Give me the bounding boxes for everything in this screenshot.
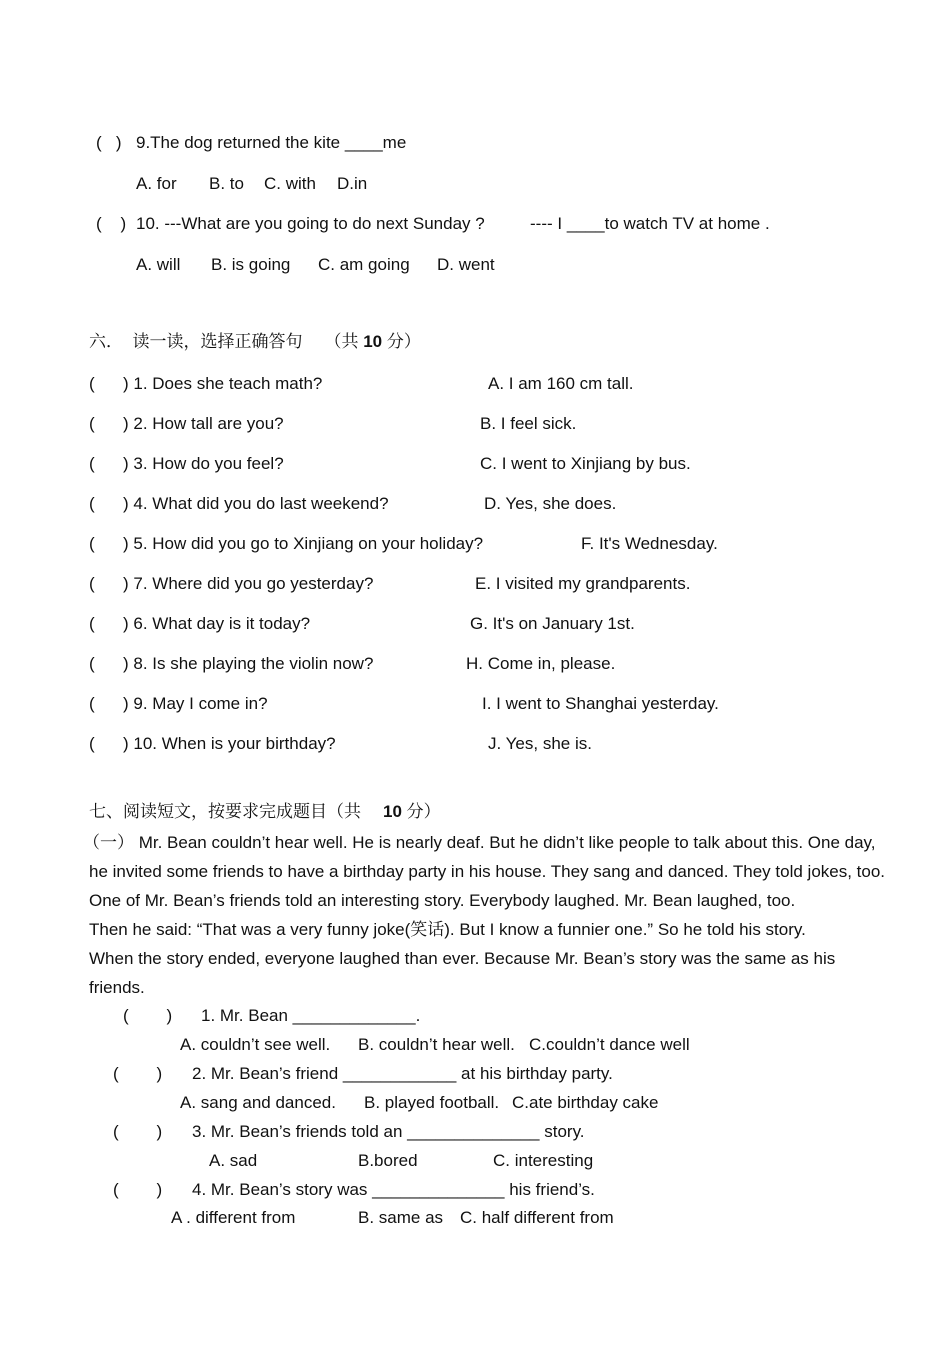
q10-option-a: A. will bbox=[136, 255, 181, 274]
sec6-row-5-answer: F. It's Wednesday. bbox=[581, 534, 718, 553]
read-q3-bracket[interactable]: ( ) bbox=[113, 1122, 163, 1141]
sec6-title bbox=[89, 332, 421, 352]
q9-option-b: B. to bbox=[209, 174, 244, 193]
read-q4-option-b: B. same as bbox=[358, 1208, 444, 1227]
read-q3-text: 3. Mr. Bean’s friends told an ______________ story. bbox=[192, 1122, 585, 1141]
sec7-title-text: 七、阅读短文，按要求完成题目（共 bbox=[89, 802, 361, 821]
read-q2-option-a: A. sang and danced. bbox=[180, 1093, 336, 1112]
sec6-row-3-question: ) 3. How do you feel? bbox=[123, 454, 284, 473]
sec6-row-3-answer: C. I went to Xinjiang by bus. bbox=[480, 454, 691, 473]
sec6-row-4-question: ) 4. What did you do last weekend? bbox=[123, 494, 389, 513]
sec6-row-3-bracket[interactable]: ( bbox=[89, 454, 95, 473]
passage-line-3: One of Mr. Bean’s friends told an interesting story. Everybody laughed. Mr. Bean laughed, too. bbox=[89, 891, 796, 910]
sec7-score-num: 10 bbox=[383, 802, 402, 821]
sec6-row-6-question: ) 7. Where did you go yesterday? bbox=[123, 574, 374, 593]
sec6-row-2-bracket[interactable]: ( bbox=[89, 414, 95, 433]
read-q2-bracket[interactable]: ( ) bbox=[113, 1064, 163, 1083]
passage-line-1: （一） Mr. Bean couldn’t hear well. He is nearly deaf. But he didn’t like people to talk about this. One day, bbox=[83, 833, 876, 852]
sec7-title bbox=[89, 802, 441, 822]
q9-bracket[interactable]: ( ) bbox=[96, 133, 122, 152]
read-q1-option-c: C.couldn’t dance well bbox=[529, 1035, 690, 1054]
sec6-row-10-bracket[interactable]: ( bbox=[89, 734, 95, 753]
sec6-row-5-question: ) 5. How did you go to Xinjiang on your holiday? bbox=[123, 534, 484, 553]
q9-option-c: C. with bbox=[264, 174, 316, 193]
read-q4-text: 4. Mr. Bean’s story was ______________ his friend’s. bbox=[192, 1180, 595, 1199]
read-q3-option-c: C. interesting bbox=[493, 1151, 594, 1170]
q10-option-c: C. am going bbox=[318, 255, 410, 274]
sec6-score-prefix: （共 bbox=[324, 332, 364, 351]
sec6-score-num: 10 bbox=[363, 332, 383, 351]
sec6-row-7-bracket[interactable]: ( bbox=[89, 614, 95, 633]
read-q1-option-a: A. couldn’t see well. bbox=[180, 1035, 331, 1054]
sec6-row-8-answer: H. Come in, please. bbox=[466, 654, 616, 673]
passage-line-4: Then he said: “That was a very funny joke(笑话). But I know a funnier one.” So he told his story. bbox=[89, 920, 806, 939]
sec6-row-10-question: ) 10. When is your birthday? bbox=[123, 734, 336, 753]
sec6-row-9-bracket[interactable]: ( bbox=[89, 694, 95, 713]
sec7-passage bbox=[83, 828, 923, 1002]
q10-answer-text: ---- I ____to watch TV at home . bbox=[530, 214, 770, 233]
sec6-row-7-question: ) 6. What day is it today? bbox=[123, 614, 311, 633]
sec6-row-6-bracket[interactable]: ( bbox=[89, 574, 95, 593]
sec6-row-1-question: ) 1. Does she teach math? bbox=[123, 374, 323, 393]
sec7-score-suffix: 分） bbox=[401, 802, 441, 821]
sec6-score-suffix: 分） bbox=[382, 332, 421, 351]
sec6-row-7-answer: G. It's on January 1st. bbox=[470, 614, 635, 633]
q9-option-a: A. for bbox=[136, 174, 177, 193]
sec6-row-8-bracket[interactable]: ( bbox=[89, 654, 95, 673]
q10-bracket[interactable]: ( ) bbox=[96, 214, 127, 233]
sec6-row-4-answer: D. Yes, she does. bbox=[484, 494, 617, 513]
sec6-row-4-bracket[interactable]: ( bbox=[89, 494, 95, 513]
sec6-row-2-answer: B. I feel sick. bbox=[480, 414, 577, 433]
sec6-row-5-bracket[interactable]: ( bbox=[89, 534, 95, 553]
sec6-row-10-answer: J. Yes, she is. bbox=[488, 734, 592, 753]
read-q1-text: 1. Mr. Bean _____________. bbox=[201, 1006, 421, 1025]
passage-line-2: he invited some friends to have a birthday party in his house. They sang and danced. They told jokes, too. bbox=[89, 862, 886, 881]
read-q2-option-c: C.ate birthday cake bbox=[512, 1093, 659, 1112]
read-q4-option-a: A . different from bbox=[171, 1208, 296, 1227]
read-q1-bracket[interactable]: ( ) bbox=[123, 1006, 173, 1025]
q10-option-b: B. is going bbox=[211, 255, 291, 274]
sec6-row-6-answer: E. I visited my grandparents. bbox=[475, 574, 691, 593]
sec6-row-8-question: ) 8. Is she playing the violin now? bbox=[123, 654, 374, 673]
read-q1-option-b: B. couldn’t hear well. bbox=[358, 1035, 515, 1054]
passage-line-5: When the story ended, everyone laughed than ever. Because Mr. Bean’s story was the same as his bbox=[89, 949, 836, 968]
read-q3-option-b: B.bored bbox=[358, 1151, 418, 1170]
read-q2-option-b: B. played football. bbox=[364, 1093, 500, 1112]
read-q4-option-c: C. half different from bbox=[460, 1208, 614, 1227]
sec6-row-1-answer: A. I am 160 cm tall. bbox=[488, 374, 634, 393]
q9-text: 9.The dog returned the kite ____me bbox=[136, 133, 407, 152]
passage-line-6: friends. bbox=[89, 978, 145, 997]
q10-text: 10. ---What are you going to do next Sunday ? bbox=[136, 214, 485, 233]
q10-option-d: D. went bbox=[437, 255, 495, 274]
sec6-row-2-question: ) 2. How tall are you? bbox=[123, 414, 284, 433]
sec6-title-text: 六． 读一读，选择正确答句 bbox=[89, 332, 303, 351]
sec6-row-9-question: ) 9. May I come in? bbox=[123, 694, 268, 713]
sec6-row-9-answer: I. I went to Shanghai yesterday. bbox=[482, 694, 719, 713]
read-q2-text: 2. Mr. Bean’s friend ____________ at his birthday party. bbox=[192, 1064, 613, 1083]
sec6-row-1-bracket[interactable]: ( bbox=[89, 374, 95, 393]
read-q4-bracket[interactable]: ( ) bbox=[113, 1180, 163, 1199]
q9-option-d: D.in bbox=[337, 174, 368, 193]
read-q3-option-a: A. sad bbox=[209, 1151, 258, 1170]
